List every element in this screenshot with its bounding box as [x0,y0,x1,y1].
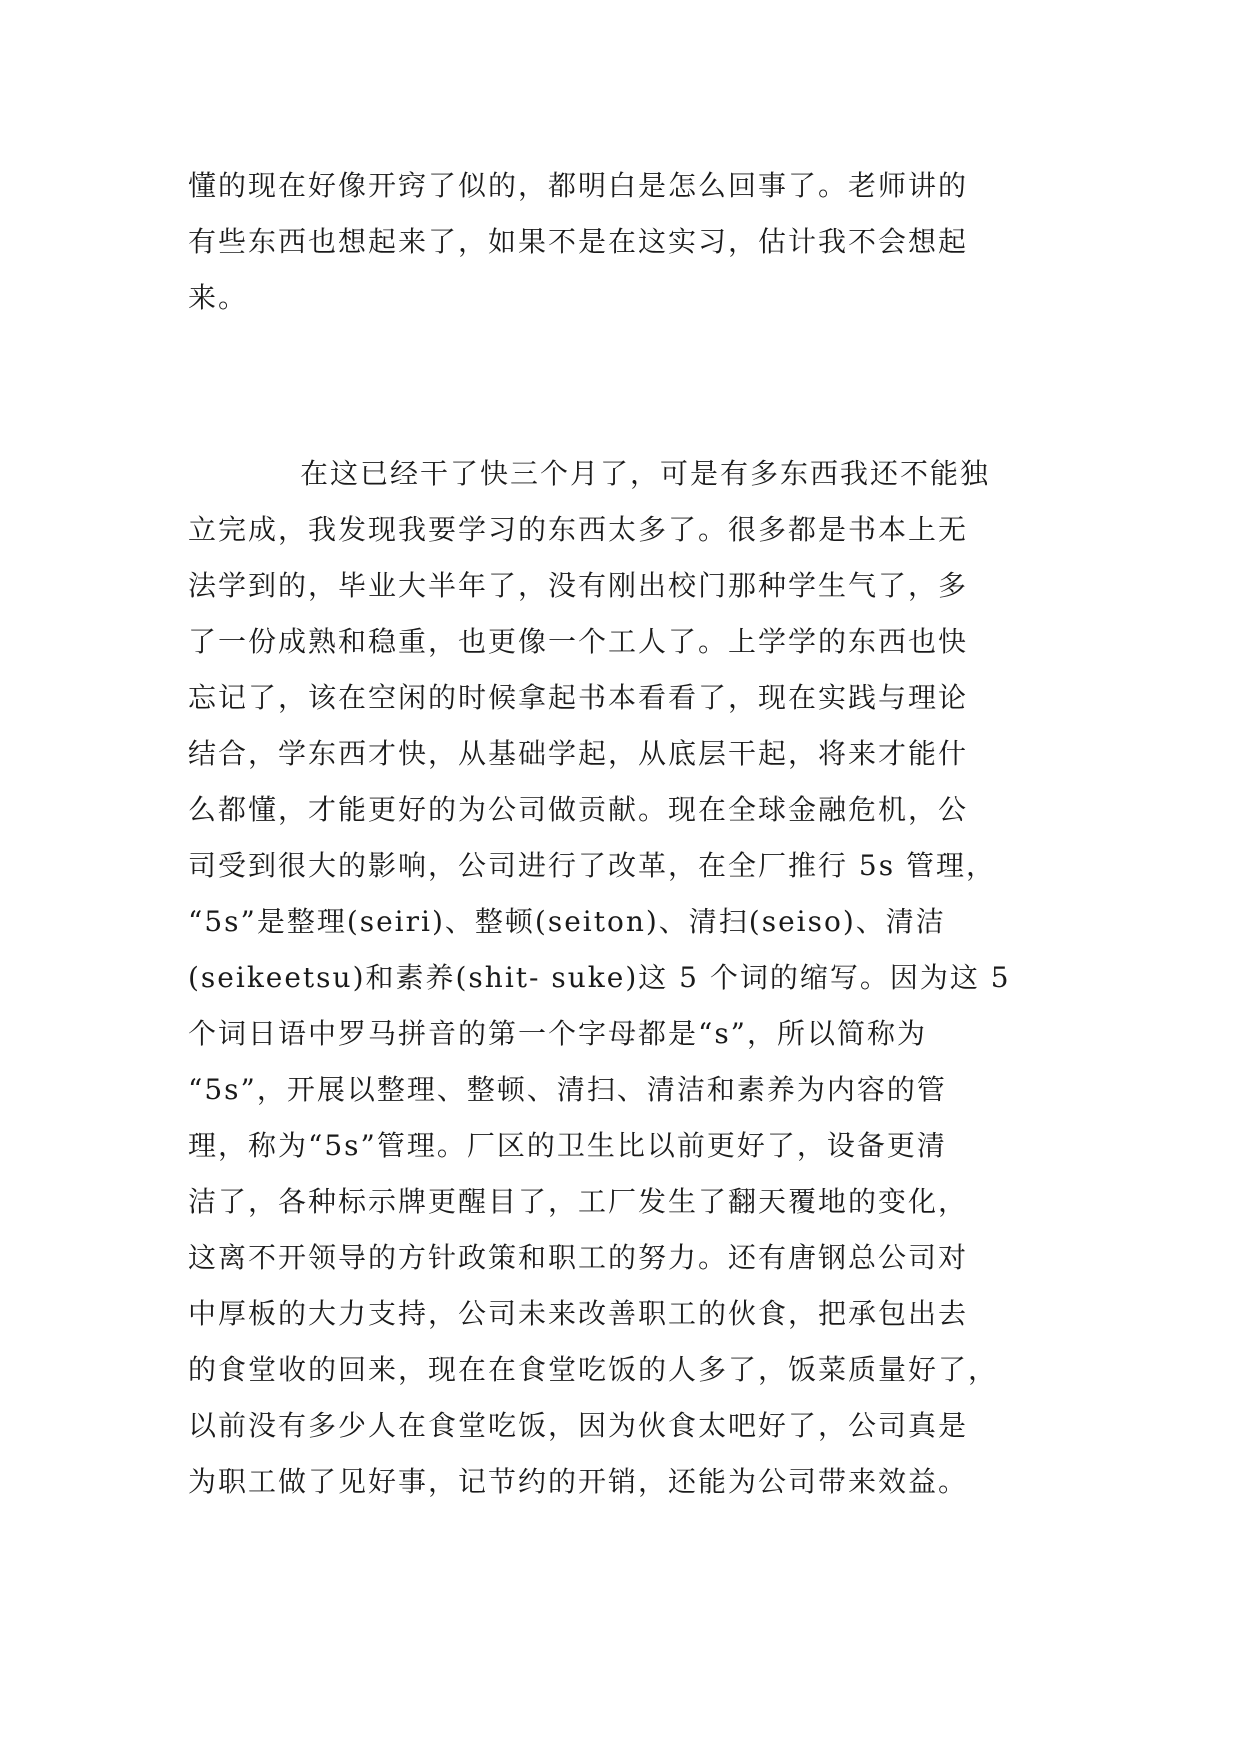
paragraph-line: “5s”是整理(seiri)、整顿(seiton)、清扫(seiso)、清洁 [188,905,946,938]
paragraph-line: 以前没有多少人在食堂吃饭，因为伙食太吧好了，公司真是 [188,1409,969,1442]
paragraph-line: 洁了，各种标示牌更醒目了，工厂发生了翻天覆地的变化， [188,1185,969,1218]
paragraph-line: 在这已经干了快三个月了，可是有多东西我还不能独 [300,457,991,490]
paragraph-line: 有些东西也想起来了，如果不是在这实习，估计我不会想起 [188,225,969,258]
paragraph-line: 结合，学东西才快，从基础学起，从底层干起，将来才能什 [188,737,969,770]
paragraph-line: 这离不开领导的方针政策和职工的努力。还有唐钢总公司对 [188,1241,969,1274]
paragraph-line: 立完成，我发现我要学习的东西太多了。很多都是书本上无 [188,513,969,546]
paragraph-line: 了一份成熟和稳重，也更像一个工人了。上学学的东西也快 [188,625,969,658]
paragraph-line: 司受到很大的影响，公司进行了改革，在全厂推行 5s 管理， [188,849,996,882]
paragraph-line: 忘记了，该在空闲的时候拿起书本看看了，现在实践与理论 [188,681,969,714]
paragraph-line: 么都懂，才能更好的为公司做贡献。现在全球金融危机，公 [188,793,969,826]
paragraph [188,158,968,326]
paragraph-line: 懂的现在好像开窍了似的，都明白是怎么回事了。老师讲的 [188,169,969,202]
paragraph-line: 来。 [188,281,249,314]
paragraph-line: (seikeetsu)和素养(shit- suke)这 5 个词的缩写。因为这 5 [188,961,1011,994]
paragraph-line: 的食堂收的回来，现在在食堂吃饭的人多了，饭菜质量好了， [188,1353,999,1386]
paragraph [188,446,1011,1510]
paragraph-line: 法学到的，毕业大半年了，没有刚出校门那种学生气了，多 [188,569,969,602]
paragraph-line: 中厚板的大力支持，公司未来改善职工的伙食，把承包出去 [188,1297,969,1330]
paragraph-line: 为职工做了见好事，记节约的开销，还能为公司带来效益。 [188,1465,969,1498]
paragraph-line: 个词日语中罗马拼音的第一个字母都是“s”，所以简称为 [188,1017,928,1050]
paragraph-line: “5s”，开展以整理、整顿、清扫、清洁和素养为内容的管 [188,1073,947,1106]
paragraph-line: 理，称为“5s”管理。厂区的卫生比以前更好了，设备更清 [188,1129,947,1162]
